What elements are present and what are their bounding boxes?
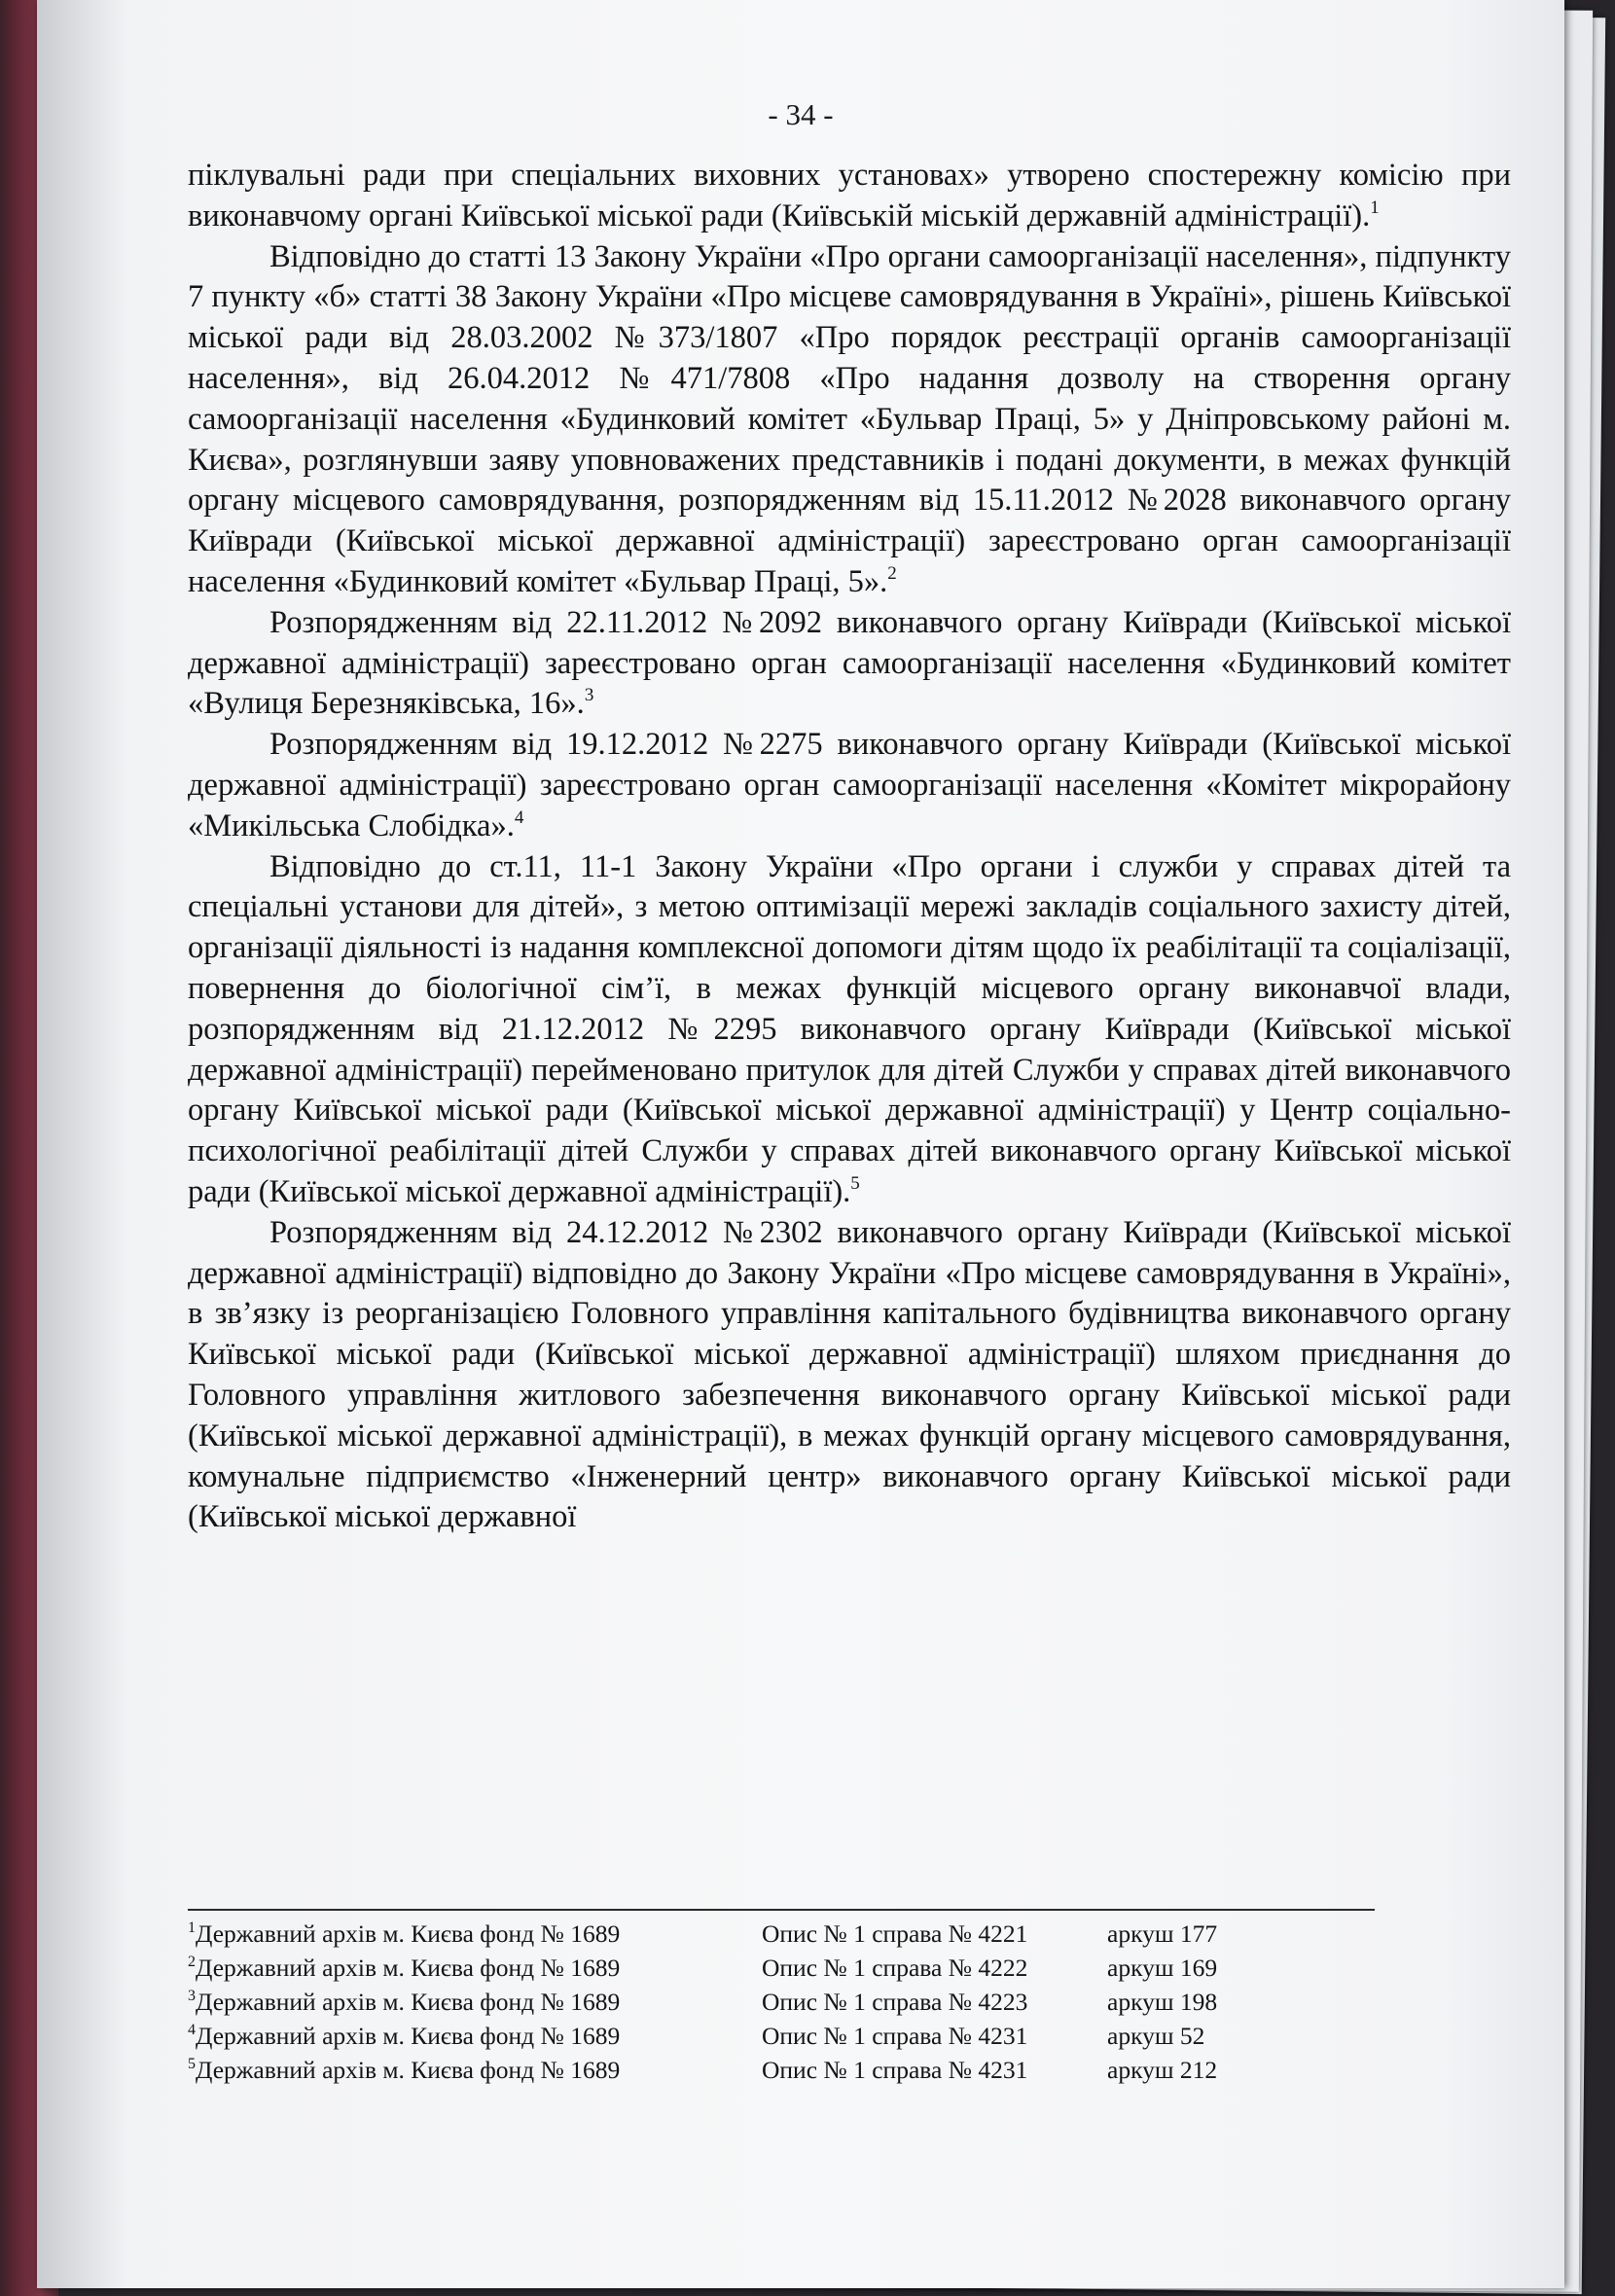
- footnote-archive: $^1$Державний архів м. Києва фонд № 1689: [188, 1919, 621, 1948]
- footnote: [188, 1917, 1414, 1951]
- footnote-ref: 1: [1370, 197, 1380, 218]
- page-number: - 34 -: [768, 97, 834, 131]
- paragraph: [188, 1213, 1511, 1538]
- footnote-archive: $^3$Державний архів м. Києва фонд № 1689: [188, 1988, 621, 2016]
- footnote-sheet: аркуш 169: [1107, 1954, 1218, 1982]
- footnote: [188, 1951, 1414, 1985]
- footnote: [188, 2053, 1414, 2087]
- paragraph-text: Розпорядженням від 19.12.2012 №2275 виконавчого органу Київради (Київської міської державної адміністрації) зареєстровано орган самоорганізації населення «Комітет мікрорайону «Микільська Слобідка».: [188, 727, 1511, 843]
- footnote-archive: $^4$Державний архів м. Києва фонд № 1689: [188, 2022, 621, 2050]
- footnote-ref: 2: [887, 562, 897, 584]
- paragraph-text: піклувальні ради при спеціальних виховних установах» утворено спостережну комісію при виконавчому органі Київської міської ради (Київській міській державній адміністрації).: [188, 158, 1511, 233]
- paragraph: [188, 237, 1511, 603]
- footnote-sheet: аркуш 198: [1107, 1988, 1218, 2016]
- paragraph: [188, 725, 1511, 846]
- document-page: [37, 0, 1564, 2288]
- footnote-ref: 3: [584, 685, 594, 706]
- footnote-sheet: аркуш 212: [1107, 2056, 1218, 2084]
- paragraph: [188, 847, 1511, 1213]
- footnote-archive: $^5$Державний архів м. Києва фонд № 1689: [188, 2056, 621, 2084]
- footnotes: [188, 1917, 1414, 2087]
- footnote: [188, 2019, 1414, 2053]
- footnote-case: Опис № 1 справа № 4231: [762, 2022, 1028, 2050]
- footnote-case: Опис № 1 справа № 4231: [762, 2056, 1028, 2084]
- footnote-archive: $^2$Державний архів м. Києва фонд № 1689: [188, 1954, 621, 1982]
- footnote-case: Опис № 1 справа № 4223: [762, 1988, 1028, 2016]
- footnote-ref: 5: [850, 1172, 860, 1194]
- footnote: [188, 1985, 1414, 2019]
- paragraph: [188, 603, 1511, 725]
- footnote-separator: [188, 1909, 1375, 1911]
- paragraph-text: Відповідно до ст.11, 11-1 Закону України «Про органи і служби у справах дітей та спеціальні установи для дітей», з метою оптимізації мережі закладів соціального захисту дітей, організації діяльності із надання комплексної допомоги дітям щодо їх реабілітації та соціалізації, повернення до біологічної сім’ї, в межах функцій місцевого органу виконавчої влади, розпорядженням від 21.12.2012 №2295 виконавчого органу Київради (Київської міської державної адміністрації) перейменовано притулок для дітей Служби у справах дітей виконавчого органу Київської міської ради (Київської міської державної адміністрації) у Центр соціально-психологічної реабілітації дітей Служби у справах дітей виконавчого органу Київської міської ради (Київської міської державної адміністрації).: [188, 848, 1511, 1209]
- paragraph-text: Відповідно до статті 13 Закону України «Про органи самоорганізації населення», підпункту 7 пункту «б» статті 38 Закону України «Про місцеве самоврядування в Україні», рішень Київської міської ради від 28.03.2002 №373/1807 «Про порядок реєстрації органів самоорганізації населення», від 26.04.2012 №471/7808 «Про надання дозволу на створення органу самоорганізації населення «Будинковий комітет «Бульвар Праці, 5» у Дніпровському районі м. Києва», розглянувши заяву уповноважених представників і подані документи, в межах функцій органу місцевого самоврядування, розпорядженням від 15.11.2012 №2028 виконавчого органу Київради (Київської міської державної адміністрації) зареєстровано орган самоорганізації населення «Будинковий комітет «Бульвар Праці, 5».: [188, 238, 1511, 599]
- paragraph: [188, 156, 1511, 237]
- footnote-sheet: аркуш 52: [1107, 2022, 1205, 2050]
- paragraph-text: Розпорядженням від 24.12.2012 №2302 виконавчого органу Київради (Київської міської державної адміністрації) відповідно до Закону України «Про місцеве самоврядування в Україні», в зв’язку із реорганізацією Головного управління капітального будівництва виконавчого органу Київської міської ради (Київської міської державної адміністрації) шляхом приєднання до Головного управління житлового забезпечення виконавчого органу Київської міської ради (Київської міської державної адміністрації), в межах функцій органу місцевого самоврядування, комунальне підприємство «Інженерний центр» виконавчого органу Київської міської ради (Київської міської державної: [188, 1214, 1511, 1535]
- body-text: [188, 156, 1511, 1538]
- paragraph-text: Розпорядженням від 22.11.2012 №2092 виконавчого органу Київради (Київської міської державної адміністрації) зареєстровано орган самоорганізації населення «Будинковий комітет «Вулиця Березняківська, 16».: [188, 604, 1511, 722]
- footnote-case: Опис № 1 справа № 4222: [762, 1954, 1028, 1982]
- footnote-sheet: аркуш 177: [1107, 1919, 1218, 1948]
- footnote-ref: 4: [514, 807, 524, 828]
- footnote-case: Опис № 1 справа № 4221: [762, 1919, 1028, 1948]
